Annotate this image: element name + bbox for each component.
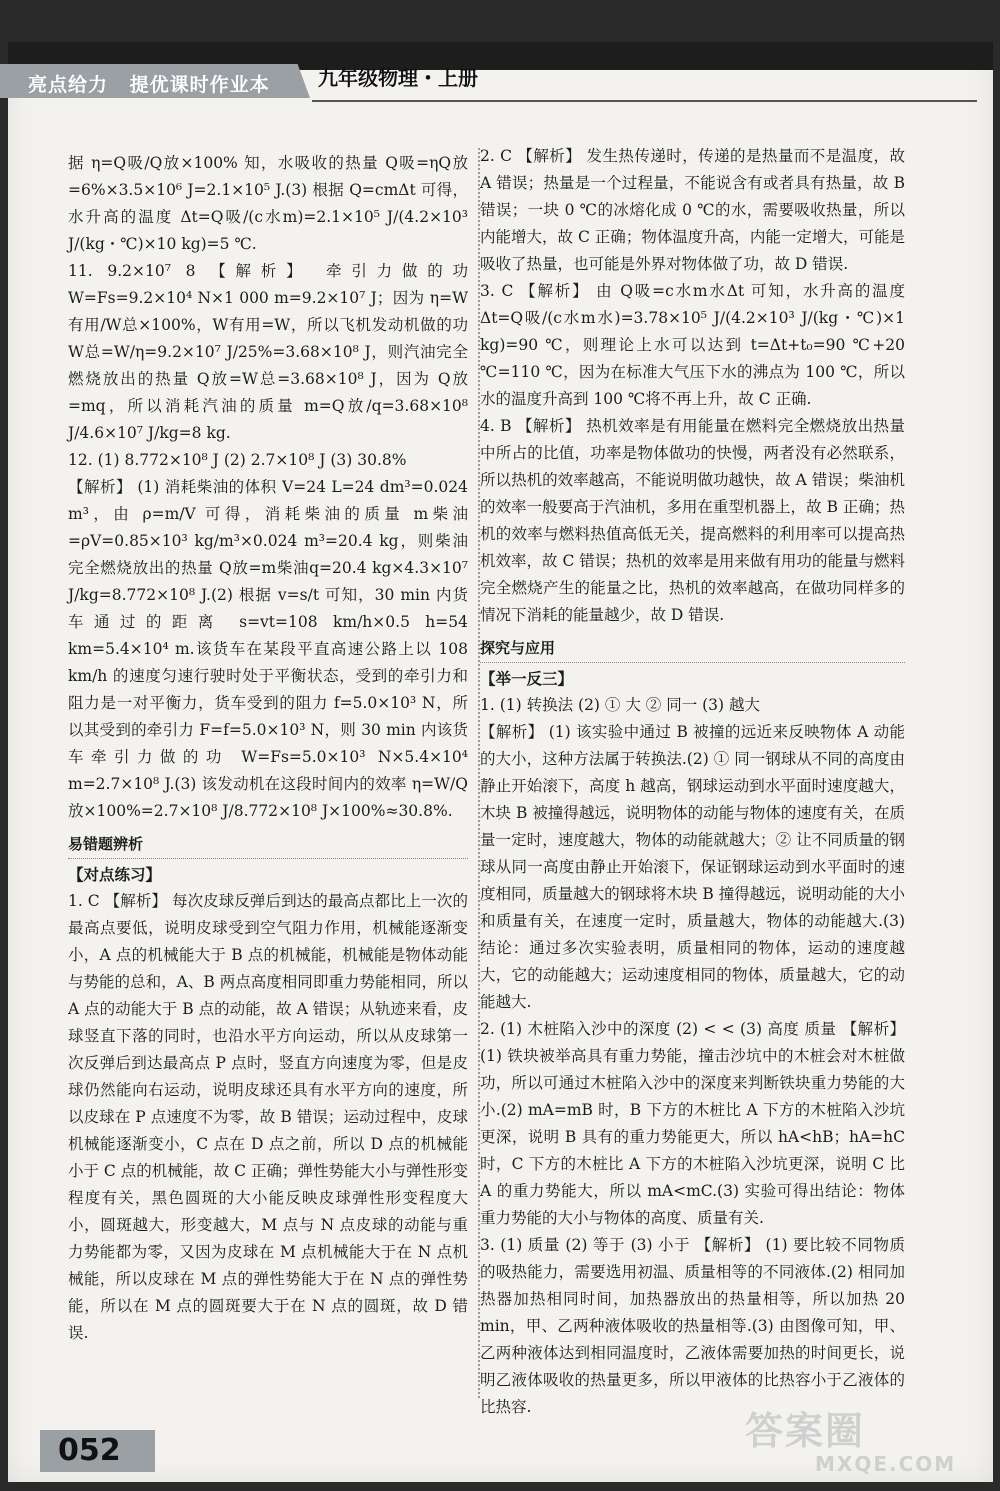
watermark-url: MXQE.COM	[815, 1452, 957, 1476]
answer-x1-analysis: 【解析】 (1) 该实验中通过 B 被撞的远近来反映物体 A 动能的大小，这种方法属于转换法.(2) ① 同一钢球从不同的高度由静止开始滚下，高度 h 越高，钢球运动到水平面时速度越大，木块 B 被撞得越远，说明物体的动能与物体的速度有关，在质量一定时，速度越大，物体的动能就越大；② 让不同质量的钢球从同一高度由静止开始滚下，保证钢球运动到水平面时的速度相同，质量越大的钢球将木块 B 撞得越远，说明动能的大小和质量有关，在速度一定时，质量越大，物体的动能越大.(3) 结论：通过多次实验表明，质量相同的物体，运动的速度越大，它的动能越大；运动速度相同的物体，质量越大，它的动能越大.	[480, 723, 905, 1011]
answer-e3: 3. C 【解析】 由 Q吸=c水m水Δt 可知，水升高的温度 Δt=Q吸/(c水m水)=3.78×10⁵ J/(4.2×10³ J/(kg・℃)×1 kg)=90 ℃，则理论上水可以达到 t=Δt+t₀=90 ℃+20 ℃=110 ℃，因为在标准大气压下水的沸点为 100 ℃，所以水的温度升高到 100 ℃将不再上升，故 C 正确.	[480, 282, 905, 408]
header-rule	[312, 100, 977, 102]
page-header	[0, 58, 985, 96]
answer-12: 12. (1) 8.772×10⁸ J (2) 2.7×10⁸ J (3) 30.8%	[68, 451, 407, 469]
section-heading-explore: 探究与应用	[480, 635, 905, 663]
subheading-practice: 【对点练习】	[68, 865, 162, 884]
answer-e4: 4. B 【解析】 热机效率是有用能量在燃料完全燃烧放出热量中所占的比值，功率是物体做功的快慢，两者没有必然联系，所以热机的效率越高，不能说明做功越快，故 A 错误；柴油机的效率一般要高于汽油机，多用在重型机器上，故 B 正确；热机的效率与燃料热值高低无关，提高燃料的利用率可以提高热机效率，故 C 错误；热机的效率是用来做有用功的能量与燃料完全燃烧产生的能量之比，热机的效率越高，在做功同样多的情况下消耗的能量越少，故 D 错误.	[480, 417, 905, 624]
right-column	[480, 143, 905, 1421]
answer-12-analysis: 【解析】 (1) 消耗柴油的体积 V=24 L=24 dm³=0.024 m³，由 ρ=m/V 可得，消耗柴油的质量 m柴油=ρV=0.85×10³ kg/m³×0.024 m³=20.4 kg，则柴油完全燃烧放出的热量 Q放=m柴油q=20.4 kg×4.3×10⁷ J/kg=8.772×10⁸ J.(2) 根据 v=s/t 可知，30 min 内货车通过的距离 s=vt=108 km/h×0.5 h=54 km=5.4×10⁴ m.该货车在某段平直高速公路上以 108 km/h 的速度匀速行驶时处于平衡状态，受到的牵引力和阻力是一对平衡力，货车受到的阻力 f=5.0×10³ N，所以其受到的牵引力 F=f=5.0×10³ N，则 30 min 内该货车牵引力做的功 W=Fs=5.0×10³ N×5.4×10⁴ m=2.7×10⁸ J.(3) 该发动机在这段时间内的效率 η=W/Q放×100%=2.7×10⁸ J/8.772×10⁸ J×100%≈30.8%.	[68, 478, 468, 820]
answer-x1: 1. (1) 转换法 (2) ① 大 ② 同一 (3) 越大	[480, 696, 760, 714]
section-heading-errors: 易错题辨析	[68, 831, 468, 859]
answer-x3: 3. (1) 质量 (2) 等于 (3) 小于 【解析】 (1) 要比较不同物质的吸热能力，需要选用初温、质量相等的不同液体.(2) 相同加热器加热相同时间，加热器放出的热量相等，所以加热 20 min，甲、乙两种液体吸收的热量相等.(3) 由图像可知，甲、乙两种液体达到相同温度时，乙液体需要加热的时间更长，说明乙液体吸收的热量更多，所以甲液体的比热容小于乙液体的比热容.	[480, 1236, 905, 1416]
answer-11: 11. 9.2×10⁷ 8 【解析】 牵引力做的功 W=Fs=9.2×10⁴ N×1 000 m=9.2×10⁷ J；因为 η=W有用/W总×100%，W有用=W，所以飞机发动机做的功 W总=W/η=9.2×10⁷ J/25%=3.68×10⁸ J，则汽油完全燃烧放出的热量 Q放=W总=3.68×10⁸ J，因为 Q放=mq，所以消耗汽油的质量 m=Q放/q=3.68×10⁸ J/4.6×10⁷ J/kg=8 kg.	[68, 262, 468, 442]
answer-e2: 2. C 【解析】 发生热传递时，传递的是热量而不是温度，故 A 错误；热量是一个过程量，不能说含有或者具有热量，故 B 错误；一块 0 ℃的冰熔化成 0 ℃的水，需要吸收热量，所以内能增大，故 C 正确；物体温度升高，内能一定增大，可能是吸收了热量，也可能是外界对物体做了功，故 D 错误.	[480, 147, 905, 273]
left-column	[68, 150, 468, 1347]
answer-10-cont: 据 η=Q吸/Q放×100% 知，水吸收的热量 Q吸=ηQ放=6%×3.5×10⁶ J=2.1×10⁵ J.(3) 根据 Q=cmΔt 可得，水升高的温度 Δt=Q吸/(c水m)=2.1×10⁵ J/(4.2×10³ J/(kg・℃)×10 kg)=5 ℃.	[68, 154, 468, 253]
answer-e1: 1. C 【解析】 每次皮球反弹后到达的最高点都比上一次的最高点要低，说明皮球受到空气阻力作用，机械能逐渐变小，A 点的机械能大于 B 点的机械能，机械能是物体动能与势能的总和，A、B 两点高度相同即重力势能相同，所以 A 点的动能大于 B 点的动能，故 A 错误；从轨迹来看，皮球竖直下落的同时，也沿水平方向运动，所以从皮球第一次反弹后到达最高点 P 点时，竖直方向速度为零，但是皮球仍然能向右运动，说明皮球还具有水平方向的速度，所以皮球在 P 点速度不为零，故 B 错误；运动过程中，皮球机械能逐渐变小，C 点在 D 点之前，所以 D 点的机械能小于 C 点的机械能，故 C 正确；弹性势能大小与弹性形变程度有关，黑色圆斑的大小能反映皮球弹性形变程度大小，圆斑越大，形变越大，M 点与 N 点皮球的动能与重力势能都为零，又因为皮球在 M 点机械能大于在 N 点机械能，所以皮球在 M 点的弹性势能大于在 N 点的弹性势能，所以在 M 点的圆斑要大于在 N 点的圆斑，故 D 错误.	[68, 892, 468, 1342]
answer-x2: 2. (1) 木桩陷入沙中的深度 (2) < < (3) 高度 质量 【解析】 (1) 铁块被举高具有重力势能，撞击沙坑中的木桩会对木桩做功，所以可通过木桩陷入沙中的深度来判断铁块重力势能的大小.(2) mA=mB 时，B 下方的木桩比 A 下方的木桩陷入沙坑更深，说明 B 具有的重力势能更大，所以 hA<hB；hA=hC 时，C 下方的木桩比 A 下方的木桩陷入沙坑更深，说明 C 比 A 的重力势能大，所以 mA<mC.(3) 实验可得出结论：物体重力势能的大小与物体的高度、质量有关.	[480, 1020, 905, 1227]
watermark-logo: 答案圈	[745, 1409, 866, 1453]
page-number: 052	[40, 1430, 155, 1472]
subheading-examples: 【举一反三】	[480, 669, 574, 688]
book-title: 亮点给力 提优课时作业本	[28, 74, 270, 96]
subject-title: 九年级物理・上册	[318, 66, 478, 90]
